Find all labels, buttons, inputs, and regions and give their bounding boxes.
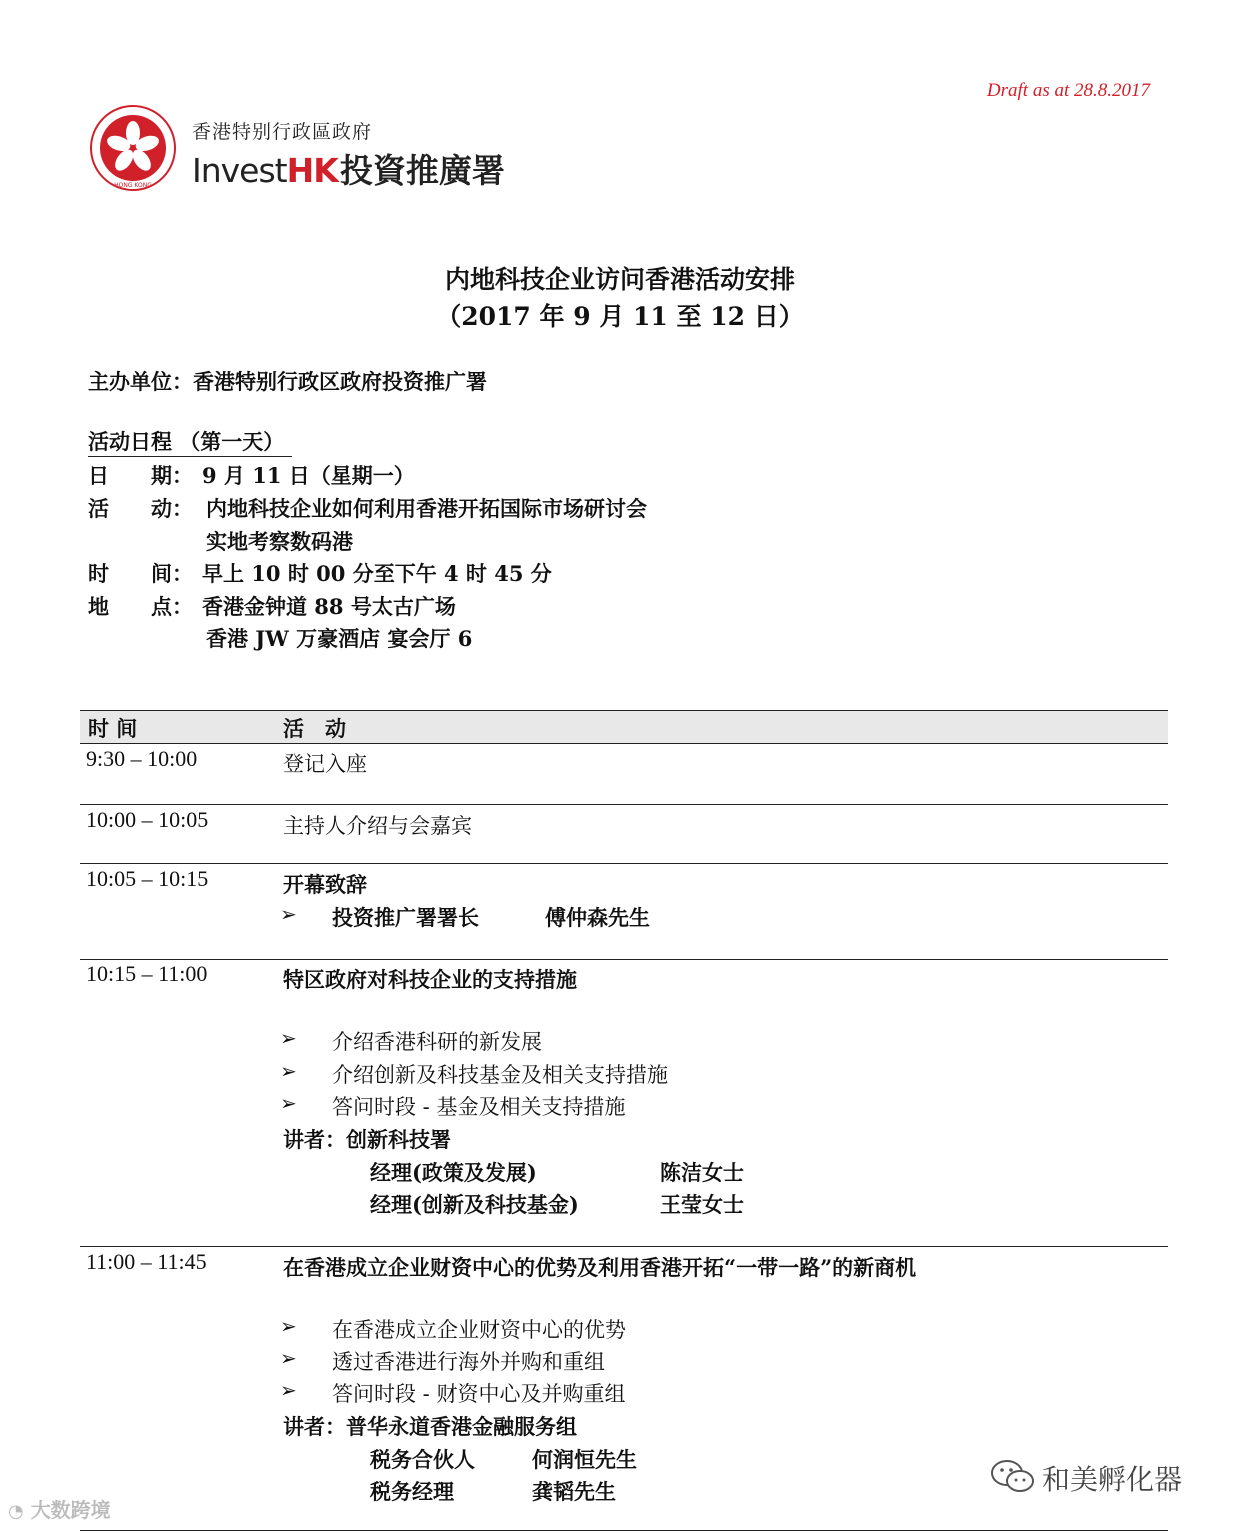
place-line-1: 香港金钟道 88 号太古广场 (202, 594, 456, 619)
row-4-bullet-1: 介绍香港科研的新发展 (332, 1030, 542, 1054)
place-label: 地 点： (88, 594, 193, 619)
row-1-time: 9:30 – 10:00 (86, 746, 198, 771)
arrow-bullet-icon: ➢ (280, 1026, 297, 1050)
row-4-title: 特区政府对科技企业的支持措施 (283, 967, 577, 992)
draft-note: Draft as at 28.8.2017 (986, 80, 1150, 101)
logo-invest: Invest (192, 151, 287, 190)
logo-government-name: 香港特别行政區政府 (192, 121, 373, 143)
row-3-bullet-1: 投资推广署署长 (332, 905, 479, 930)
time-value: 早上 10 时 00 分至下午 4 时 45 分 (202, 561, 552, 586)
row-3-time: 10:05 – 10:15 (86, 866, 209, 891)
row-5-title: 在香港成立企业财资中心的优势及利用香港开拓“一带一路”的新商机 (283, 1255, 917, 1280)
arrow-bullet-icon: ➢ (280, 1059, 297, 1083)
activity-line-1: 内地科技企业如何利用香港开拓国际市场研讨会 (206, 496, 647, 521)
hksar-emblem-icon (88, 103, 178, 193)
page-title: 内地科技企业访问香港活动安排 (444, 265, 795, 294)
logo-hk: HK (286, 151, 338, 190)
table-header (80, 710, 1168, 744)
row-4-bullet-2: 介绍创新及科技基金及相关支持措施 (332, 1063, 668, 1087)
arrow-bullet-icon: ➢ (280, 1346, 297, 1370)
row-5-speaker-1-role: 税务合伙人 (370, 1447, 475, 1472)
arrow-bullet-icon: ➢ (280, 1378, 297, 1402)
logo-investhk (192, 145, 505, 192)
row-divider (80, 804, 1168, 805)
row-divider (80, 959, 1168, 960)
row-3-title: 开幕致辞 (283, 872, 367, 897)
activity-label: 活 动： (88, 496, 193, 521)
arrow-bullet-icon: ➢ (280, 1091, 297, 1115)
row-5-bullet-3: 答问时段 - 财资中心及并购重组 (332, 1382, 626, 1406)
schedule-heading: 活动日程 （第一天） (88, 426, 292, 457)
column-header-time: 时 间 (88, 716, 138, 741)
row-5-bullet-2: 透过香港进行海外并购和重组 (332, 1350, 605, 1374)
row-5-speaker-2-role: 税务经理 (370, 1479, 454, 1504)
row-4-speaker: 讲者：创新科技署 (283, 1127, 451, 1152)
watermark-left-text: 大数跨境 (30, 1498, 111, 1522)
watermark-right: 和美孵化器 (1042, 1463, 1183, 1496)
row-5-speaker-1-name: 何润恒先生 (532, 1447, 637, 1472)
row-4-speaker-2-role: 经理(创新及科技基金) (370, 1192, 579, 1217)
row-4-speaker-2-name: 王莹女士 (660, 1192, 744, 1217)
row-4-time: 10:15 – 11:00 (86, 961, 208, 986)
arrow-bullet-icon: ➢ (280, 1314, 297, 1338)
activity-line-2: 实地考察数码港 (206, 529, 353, 554)
watermark-left (8, 1494, 111, 1523)
logo-chinese-name: 投資推廣署 (339, 151, 505, 190)
column-header-activity: 活 动 (283, 716, 346, 741)
place-line-2: 香港 JW 万豪酒店 宴会厅 6 (206, 626, 473, 651)
wechat-icon (990, 1458, 1036, 1496)
row-3-bullet-1-name: 傅仲森先生 (545, 905, 650, 930)
row-4-speaker-1-name: 陈洁女士 (660, 1160, 744, 1185)
emblem-text: HONG KONG (114, 182, 152, 189)
row-divider (80, 1246, 1168, 1247)
organizer: 主办单位：香港特别行政区政府投资推广署 (88, 369, 487, 394)
date-label: 日 期： (88, 463, 193, 488)
date-value: 9 月 11 日（星期一） (202, 463, 415, 488)
row-divider (80, 863, 1168, 864)
arrow-bullet-icon: ➢ (280, 902, 297, 926)
row-2-title: 主持人介绍与会嘉宾 (283, 814, 472, 838)
row-5-speaker-2-name: 龚韬先生 (532, 1479, 616, 1504)
time-label: 时 间： (88, 561, 193, 586)
page-subtitle-dates: （2017 年 9 月 11 至 12 日） (436, 302, 804, 331)
row-5-bullet-1: 在香港成立企业财资中心的优势 (332, 1318, 626, 1342)
row-4-speaker-1-role: 经理(政策及发展) (370, 1160, 537, 1185)
row-5-time: 11:00 – 11:45 (86, 1249, 207, 1274)
row-4-bullet-3: 答问时段 - 基金及相关支持措施 (332, 1095, 626, 1119)
row-2-time: 10:00 – 10:05 (86, 807, 209, 832)
row-1-title: 登记入座 (283, 752, 367, 776)
row-divider (80, 1530, 1168, 1531)
row-5-speaker: 讲者：普华永道香港金融服务组 (283, 1414, 577, 1439)
chat-bubble-icon: ◔ (8, 1501, 24, 1522)
